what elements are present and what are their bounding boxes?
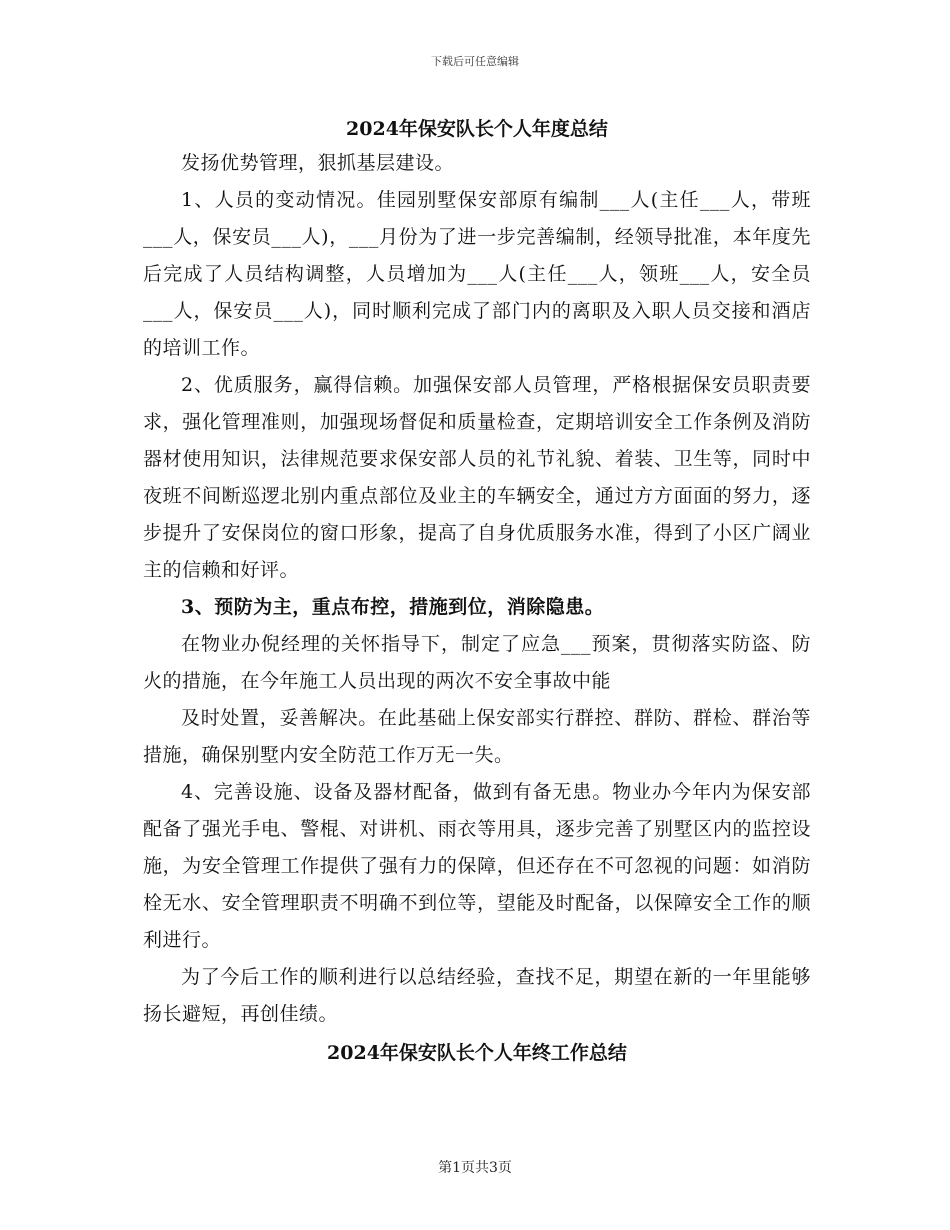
paragraph-prevention-heading: 3、预防为主，重点布控，措施到位，消除隐患。	[181, 596, 605, 618]
document-title: 2024年保安队长个人年度总结	[346, 118, 608, 140]
paragraph-prevention-body: 在物业办倪经理的关怀指导下，制定了应急___预案，贯彻落实防盗、防火的措施，在今年施工人员出现的两次不安全事故中能	[143, 633, 811, 692]
paragraph-staffing: 1、人员的变动情况。佳园别墅保安部原有编制___人(主任___人，带班___人，保安员___人)，___月份为了进一步完善编制，经领导批准，本年度先后完成了人员结构调整，人员增加为___人(主任___人，领班___人，安全员___人，保安员___人)，同时顺利完成了部门内的离职及入职人员交接和酒店的培训工作。	[143, 189, 811, 359]
paragraph-intro: 发扬优势管理，狠抓基层建设。	[181, 152, 455, 174]
page-number: 第1页共3页	[438, 1160, 512, 1176]
paragraph-equipment: 4、完善设施、设备及器材配备，做到有备无患。物业办今年内为保安部配备了强光手电、警棍、对讲机、雨衣等用具，逐步完善了别墅区内的监控设施，为安全管理工作提供了强有力的保障，但还存在不可忽视的问题：如消防栓无水、安全管理职责不明确不到位等，望能及时配备，以保障安全工作的顺利进行。	[143, 781, 811, 951]
paragraph-conclusion: 为了今后工作的顺利进行以总结经验，查找不足，期望在新的一年里能够扬长避短，再创佳绩。	[143, 966, 811, 1025]
paragraph-service: 2、优质服务，赢得信赖。加强保安部人员管理，严格根据保安员职责要求，强化管理准则，加强现场督促和质量检查，定期培训安全工作条例及消防器材使用知识，法律规范要求保安部人员的礼节礼貌、着装、卫生等，同时中夜班不间断巡逻北别内重点部位及业主的车辆安全，通过方方面面的努力，逐步提升了安保岗位的窗口形象，提高了自身优质服务水准，得到了小区广阔业主的信赖和好评。	[143, 374, 811, 581]
document-body	[143, 113, 811, 1073]
document-subtitle: 2024年保安队长个人年终工作总结	[327, 1042, 627, 1064]
paragraph-prevention-cont: 及时处置，妥善解决。在此基础上保安部实行群控、群防、群检、群治等措施，确保别墅内安全防范工作万无一失。	[143, 707, 811, 766]
page-header-note: 下载后可任意编辑	[431, 55, 519, 68]
